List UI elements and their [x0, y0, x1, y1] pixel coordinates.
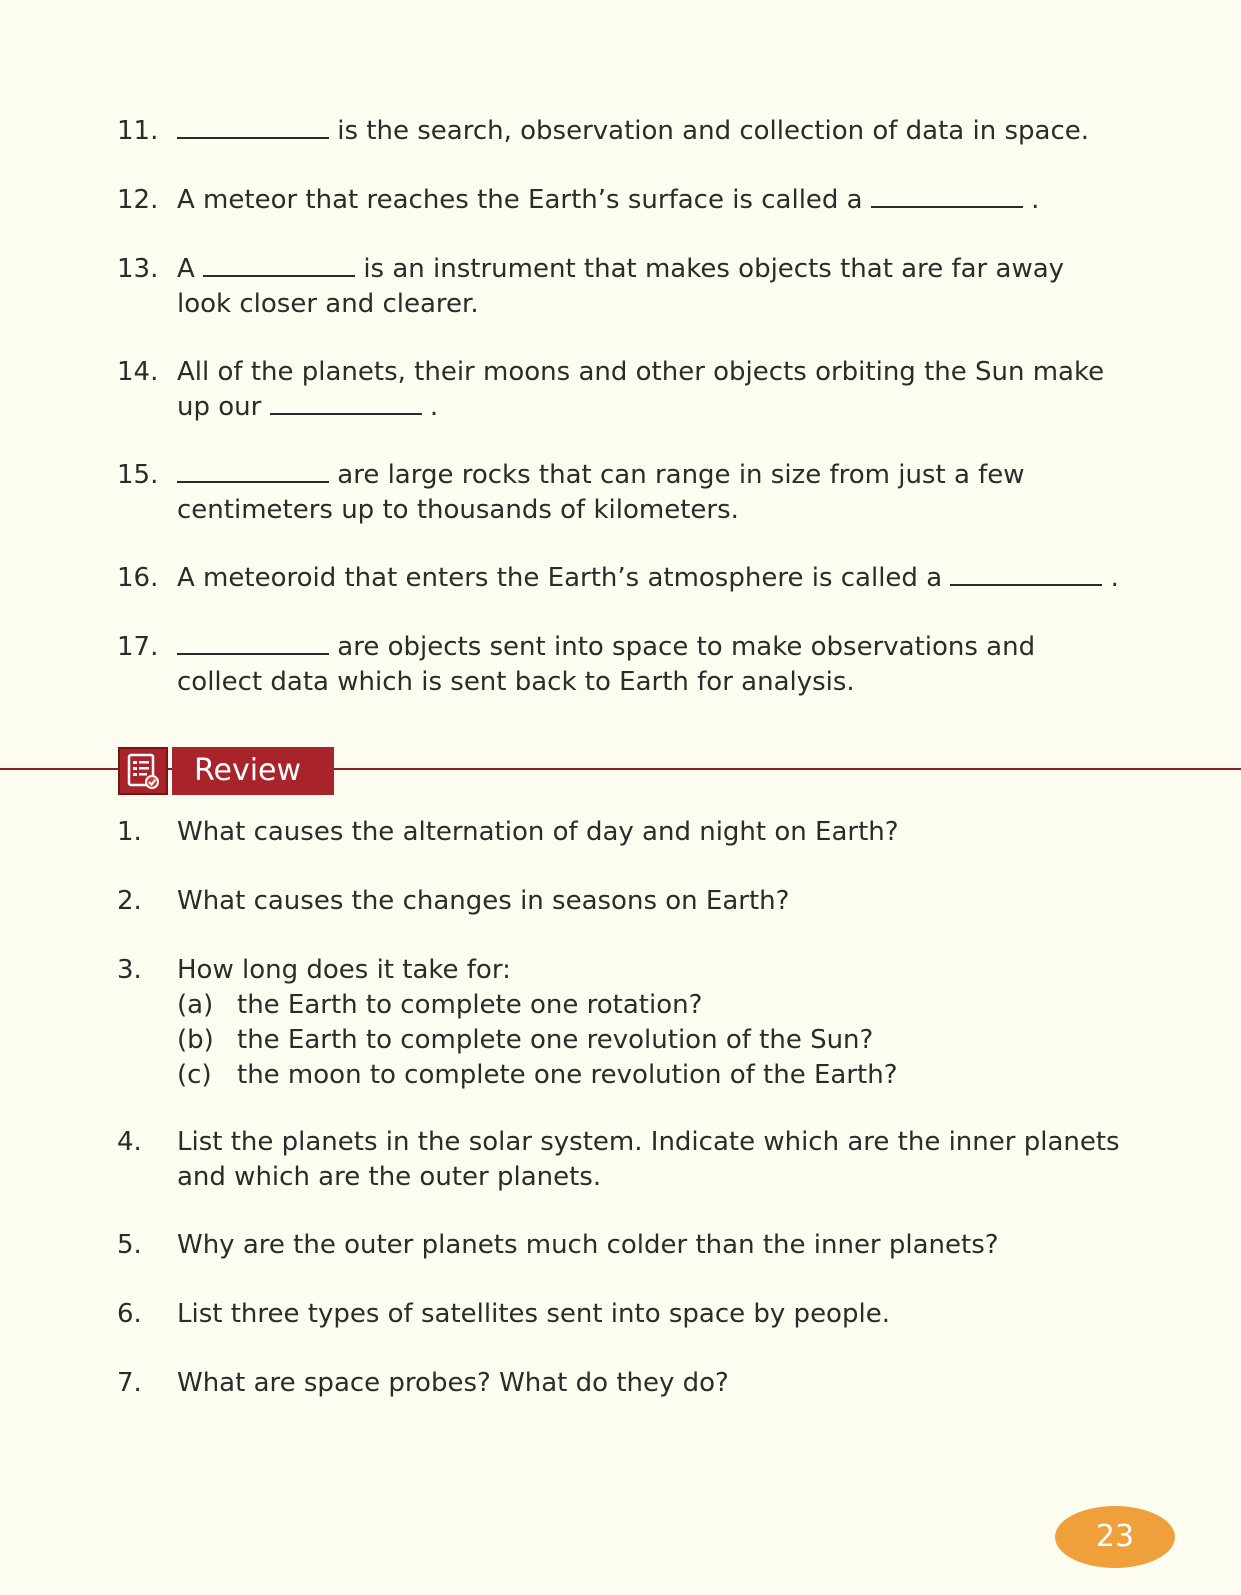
question-text: How long does it take for: [177, 955, 511, 985]
question-text: What causes the changes in seasons on Earth? [177, 886, 790, 916]
review-question-4: 4. List the planets in the solar system. Indicate which are the inner planets and which are the outer planets. [117, 1127, 1120, 1192]
review-title: Review [172, 747, 334, 795]
answer-blank[interactable] [871, 184, 1023, 208]
question-number: 4. [117, 1127, 142, 1157]
question-14: 14. All of the planets, their moons and other objects orbiting the Sun make up our . [117, 357, 1105, 422]
question-17: 17. are objects sent into space to make observations and collect data which is sent back to Earth for analysis. [117, 632, 1036, 697]
question-number: 5. [117, 1230, 142, 1260]
review-question-7 [117, 1366, 1127, 1401]
answer-blank[interactable] [270, 391, 422, 415]
question-number: 7. [117, 1368, 142, 1398]
question-number: 2. [117, 886, 142, 916]
sub-question-a: (a) the Earth to complete one rotation? [177, 990, 703, 1020]
question-13: 13. A is an instrument that makes objects that are far away look closer and clearer. [117, 254, 1065, 319]
answer-blank[interactable] [203, 253, 355, 277]
answer-blank[interactable] [177, 459, 329, 483]
review-question-3 [117, 953, 1127, 1093]
question-number: 1. [117, 817, 142, 847]
checklist-icon [118, 747, 168, 795]
sub-question-c: (c) the moon to complete one revolution of the Earth? [177, 1060, 898, 1090]
sub-question-b: (b) the Earth to complete one revolution of the Sun? [177, 1025, 874, 1055]
question-text: List the planets in the solar system. Indicate which are the inner planets [177, 1127, 1120, 1157]
answer-blank[interactable] [950, 562, 1102, 586]
question-12: 12. A meteor that reaches the Earth’s surface is called a . [117, 183, 1127, 218]
review-question-5 [117, 1228, 1127, 1263]
question-number: 3. [117, 955, 142, 985]
question-number: 12. [117, 185, 159, 215]
question-number: 15. [117, 460, 159, 490]
question-15: 15. are large rocks that can range in size from just a few centimeters up to thousands of kilometers. [117, 460, 1025, 525]
question-number: 14. [117, 357, 159, 387]
review-question-2 [117, 884, 1127, 919]
page-number: 23 [1055, 1506, 1175, 1568]
review-question-1 [117, 815, 1127, 850]
question-text: List three types of satellites sent into space by people. [177, 1299, 890, 1329]
answer-blank[interactable] [177, 115, 329, 139]
question-number: 17. [117, 632, 159, 662]
question-text: Why are the outer planets much colder than the inner planets? [177, 1230, 999, 1260]
question-number: 6. [117, 1299, 142, 1329]
question-text: What are space probes? What do they do? [177, 1368, 729, 1398]
question-text: What causes the alternation of day and night on Earth? [177, 817, 899, 847]
review-question-6 [117, 1297, 1127, 1332]
question-number: 11. [117, 116, 159, 146]
question-16: 16. A meteoroid that enters the Earth’s atmosphere is called a . [117, 561, 1127, 596]
question-11: 11. is the search, observation and collection of data in space. [117, 114, 1127, 149]
answer-blank[interactable] [177, 631, 329, 655]
question-number: 16. [117, 563, 159, 593]
question-number: 13. [117, 254, 159, 284]
